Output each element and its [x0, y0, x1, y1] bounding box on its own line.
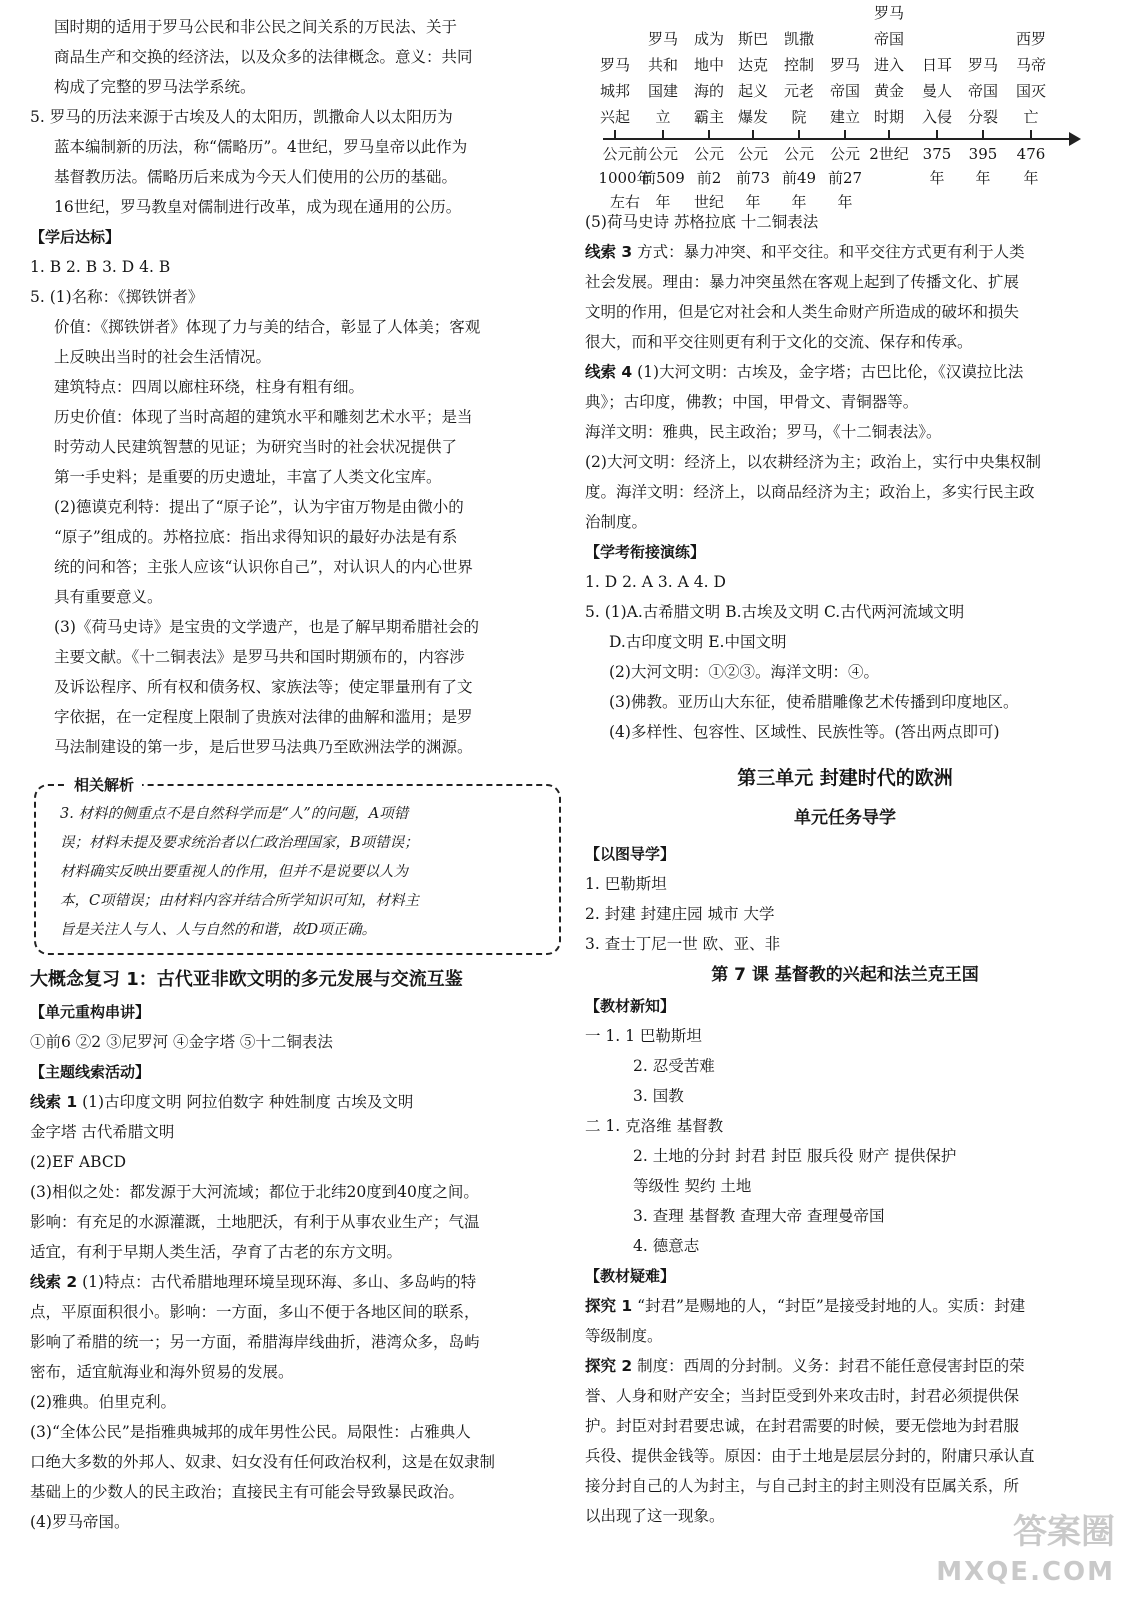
answer-line: 具有重要意义。: [54, 588, 163, 606]
explore-line: 誉、人身和财产安全；当封臣受到外来攻击时，封君必须提供保: [585, 1387, 1020, 1405]
timeline-arrow-icon: [1069, 132, 1081, 146]
intro-line: 国时期的适用于罗马公民和非公民之间关系的万民法、关于: [54, 18, 458, 36]
new-line: 4. 德意志: [633, 1237, 700, 1255]
timeline-date: 公元前 1000年 左右: [598, 145, 652, 211]
analysis-box-label: 相关解析: [66, 772, 142, 798]
answer-line: (3)《荷马史诗》是宝贵的文学遗产，也是了解早期希腊社会的: [54, 618, 479, 636]
clue-line: (2)雅典。伯里克利。: [30, 1393, 176, 1411]
explore-label: 探究 1: [585, 1297, 633, 1315]
new-line: 3. 国教: [633, 1087, 684, 1105]
section-heading: 【学后达标】: [30, 228, 121, 246]
section-heading: 【学考衔接演练】: [585, 543, 706, 561]
exam-line: (3)佛教。亚历山大东征，使希腊雕像艺术传播到印度地区。: [609, 693, 1019, 711]
clue-line: (2)EF ABCD: [30, 1153, 127, 1171]
timeline-tick: [614, 130, 616, 139]
pic-line: 2. 封建 封建庄园 城市 大学: [585, 905, 775, 923]
timeline-tick: [936, 130, 938, 139]
review-title: 大概念复习 1：古代亚非欧文明的多元发展与交流互鉴: [30, 969, 463, 990]
timeline-tick: [708, 130, 710, 139]
intro-line: 商品生产和交换的经济法，以及众多的法律概念。意义：共同: [54, 48, 473, 66]
explore-line: 接分封自己的人为封主，与自己封主的封主则没有臣属关系，所: [585, 1477, 1020, 1495]
explore-line: 以出现了这一现象。: [585, 1507, 725, 1525]
answer-line: 及诉讼程序、所有权和债务权、家族法等；使定罪量刑有了文: [54, 678, 473, 696]
clue-line: 影响了希腊的统一；另一方面，希腊海岸线曲折，港湾众多，岛屿: [30, 1333, 480, 1351]
watermark-logo-text: 答案圈: [1013, 1512, 1115, 1552]
timeline-event: 成为 地中 海的 霸主: [693, 30, 724, 126]
clue-line: 度。海洋文明：经济上，以商品经济为主；政治上，多实行民主政: [585, 483, 1035, 501]
clue-line: 线索 4 (1)大河文明：古埃及，金字塔；古巴比伦，《汉谟拉比法: [585, 363, 1024, 381]
item5-line: 5. 罗马的历法来源于古埃及人的太阳历，凯撒命人以太阳历为: [30, 108, 453, 126]
answer-line: 第一手史料；是重要的历史遗址，丰富了人类文化宝库。: [54, 468, 442, 486]
clue-label: 线索 3: [585, 243, 633, 261]
answer-line: 价值：《掷铁饼者》体现了力与美的结合，彰显了人体美；客观: [54, 318, 481, 336]
answer-line: (2)德谟克利特：提出了“原子论”，认为宇宙万物是由微小的: [54, 498, 464, 516]
analysis-line: 3. 材料的侧重点不是自然科学而是“人”的问题，A项错: [60, 806, 409, 822]
clue-line: 典》；古印度，佛教；中国，甲骨文、青铜器等。: [585, 393, 919, 411]
exam-line: 5. (1)A.古希腊文明 B.古埃及文明 C.古代两河流域文明: [585, 603, 965, 621]
explore-line: 探究 1 “封君”是赐地的人，“封臣”是接受封地的人。实质：封建: [585, 1297, 1026, 1315]
clue-line: 线索 3 方式：暴力冲突、和平交往。和平交往方式更有利于人类: [585, 243, 1025, 261]
pic-line: 1. 巴勒斯坦: [585, 875, 667, 893]
clue-line: (4)罗马帝国。: [30, 1513, 130, 1531]
new-line: 二 1. 克洛维 基督教: [585, 1117, 724, 1135]
clue-line: (2)大河文明：经济上，以农耕经济为主；政治上，实行中央集权制: [585, 453, 1041, 471]
clue-label: 线索 1: [30, 1093, 78, 1111]
left-column: [30, 12, 565, 1537]
lesson-title: 第 7 课 基督教的兴起和法兰克王国: [711, 965, 979, 985]
timeline-tick: [752, 130, 754, 139]
item5-line: 蓝本编制新的历法，称“儒略历”。4世纪，罗马皇帝以此作为: [54, 138, 468, 156]
clue-line: 口绝大多数的外邦人、奴隶、妇女没有任何政治权利，这是在奴隶制: [30, 1453, 496, 1471]
analysis-line: 本，C项错误；由材料内容并结合所学知识可知，材料主: [60, 893, 420, 909]
timeline-event: 斯巴 达克 起义 爆发: [737, 30, 768, 126]
timeline-date: 公元 前73 年: [735, 145, 771, 211]
timeline-date: 公元 前2 世纪: [693, 145, 724, 211]
clue-line: 文明的作用，但是它对社会和人类生命财产所造成的破坏和损失: [585, 303, 1020, 321]
watermark-url: MXQE.COM: [936, 1557, 1115, 1587]
unit-subtitle: 单元任务导学: [794, 808, 896, 828]
timeline-tick: [798, 130, 800, 139]
answer-line: “原子”组成的。苏格拉底：指出求得知识的最好办法是有系: [54, 528, 458, 546]
new-line: 2. 土地的分封 封君 封臣 服兵役 财产 提供保护: [633, 1147, 957, 1165]
exam-line: D.古印度文明 E.中国文明: [609, 633, 787, 651]
answer-line: 统的问和答；主张人应该“认识你自己”，对认识人的内心世界: [54, 558, 473, 576]
timeline-tick: [888, 130, 890, 139]
explore-line: 等级制度。: [585, 1327, 663, 1345]
new-line: 3. 查理 基督教 查理大帝 查理曼帝国: [633, 1207, 885, 1225]
answer-line: 主要文献。《十二铜表法》是罗马共和国时期颁布的，内容涉: [54, 648, 465, 666]
clue-line: (3)“全体公民”是指雅典城邦的成年男性公民。局限性：占雅典人: [30, 1423, 471, 1441]
clue-line: 点，平原面积很小。影响：一方面，多山不便于各地区间的联系，: [30, 1303, 480, 1321]
section-heading: 【单元重构串讲】: [30, 1003, 151, 1021]
analysis-line: 旨是关注人与人、人与自然的和谐，故D项正确。: [60, 922, 377, 938]
timeline-date: 476 年: [1016, 145, 1046, 187]
answer-line: 建筑特点：四周以廊柱环绕，柱身有粗有细。: [54, 378, 365, 396]
explore-line: 护。封臣对封君要忠诚，在封君需要的时候，要无偿地为封君服: [585, 1417, 1020, 1435]
clue-line: (3)相似之处：都发源于大河流域；都位于北纬20度到40度之间。: [30, 1183, 479, 1201]
timeline-tick: [982, 130, 984, 139]
clue-line: 治制度。: [585, 513, 648, 531]
clue-line: 基础上的少数人的民主政治；直接民主有可能会导致暴民政治。: [30, 1483, 465, 1501]
timeline-tick: [662, 130, 664, 139]
new-line: 一 1. 1 巴勒斯坦: [585, 1027, 702, 1045]
clue-line: 金字塔 古代希腊文明: [30, 1123, 175, 1141]
unit-answers: ①前6 ②2 ③尼罗河 ④金字塔 ⑤十二铜表法: [30, 1033, 333, 1051]
new-line: 等级性 契约 土地: [633, 1177, 752, 1195]
new-line: 2. 忍受苦难: [633, 1057, 715, 1075]
item5-line: 基督教历法。儒略历后来成为今天人们使用的公历的基础。: [54, 168, 458, 186]
item5-line: 16世纪，罗马教皇对儒制进行改革，成为现在通用的公历。: [54, 198, 462, 216]
explore-label: 探究 2: [585, 1357, 633, 1375]
section-heading: 【以图导学】: [585, 845, 676, 863]
clue-label: 线索 2: [30, 1273, 78, 1291]
analysis-box: [34, 776, 561, 955]
clue-line: 海洋文明：雅典，民主政治；罗马，《十二铜表法》。: [585, 423, 942, 441]
timeline-date: 公元 前27 年: [827, 145, 863, 211]
timeline-date: 375 年: [922, 145, 952, 187]
clue-line: 社会发展。理由：暴力冲突虽然在客观上起到了传播文化、扩展: [585, 273, 1020, 291]
watermark: [936, 1512, 1115, 1592]
analysis-line: 材料确实反映出要重视人的作用，但并不是说要以人为: [60, 864, 408, 880]
answer-line: 上反映出当时的社会生活情况。: [54, 348, 272, 366]
clue-line: 很大，而和平交往则更有利于文化的交流、保存和传承。: [585, 333, 973, 351]
timeline-event: 罗马 城邦 兴起: [599, 56, 630, 126]
section-heading: 【教材新知】: [585, 997, 676, 1015]
clue-line: 适宜，有利于早期人类生活，孕育了古老的东方文明。: [30, 1243, 403, 1261]
timeline-event: 日耳 曼人 入侵: [921, 56, 952, 126]
clue-line: 线索 2 (1)特点：古代希腊地理环境呈现环海、多山、多岛屿的特: [30, 1273, 477, 1291]
timeline-event: 罗马 帝国 进入 黄金 时期: [873, 4, 904, 126]
timeline-tick: [1030, 130, 1032, 139]
question-line: 5. (1)名称：《掷铁饼者》: [30, 288, 204, 306]
section-heading: 【教材疑难】: [585, 1267, 676, 1285]
section-heading: 【主题线索活动】: [30, 1063, 151, 1081]
explore-line: 探究 2 制度：西周的分封制。义务：封君不能任意侵害封臣的荣: [585, 1357, 1025, 1375]
answer-line: 字依据，在一定程度上限制了贵族对法律的曲解和滥用；是罗: [54, 708, 473, 726]
timeline-event: 罗马 帝国 分裂: [967, 56, 998, 126]
right-column: [585, 2, 1105, 1531]
analysis-line: 误；材料未提及要求统治者以仁政治理国家，B项错误；: [60, 835, 419, 851]
clue-label: 线索 4: [585, 363, 633, 381]
timeline-date: 395 年: [968, 145, 998, 187]
timeline-date: 2世纪: [869, 145, 909, 163]
clue-line: 密布，适宜航海业和海外贸易的发展。: [30, 1363, 294, 1381]
answer-line: 马法制建设的第一步，是后世罗马法典乃至欧洲法学的渊源。: [54, 738, 473, 756]
timeline-date: 公元 前509 年: [641, 145, 685, 211]
answer-line: 时劳动人民建筑智慧的见证；为研究当时的社会状况提供了: [54, 438, 458, 456]
roman-timeline: [585, 2, 1105, 211]
answers-line: 1. D 2. A 3. A 4. D: [585, 573, 726, 591]
explore-line: 兵役、提供金钱等。原因：由于土地是层层分封的，附庸只承认直: [585, 1447, 1035, 1465]
timeline-date: 公元 前49 年: [781, 145, 817, 211]
exam-line: (2)大河文明：①②③。海洋文明：④。: [609, 663, 879, 681]
timeline-event: 凯撒 控制 元老 院: [783, 30, 814, 126]
timeline-event: 西罗 马帝 国灭 亡: [1015, 30, 1046, 126]
exam-line: (4)多样性、包容性、区域性、民族性等。(答出两点即可): [609, 723, 1000, 741]
clue-line: 影响：有充足的水源灌溉，土地肥沃，有利于从事农业生产；气温: [30, 1213, 480, 1231]
answers-line: 1. B 2. B 3. D 4. B: [30, 258, 171, 276]
timeline-event: 罗马 共和 国建 立: [647, 30, 678, 126]
clue-line: 线索 1 (1)古印度文明 阿拉伯数字 种姓制度 古埃及文明: [30, 1093, 414, 1111]
timeline-tick: [844, 130, 846, 139]
unit-title: 第三单元 封建时代的欧洲: [737, 767, 953, 789]
timeline-event: 罗马 帝国 建立: [829, 56, 860, 126]
timeline-axis: [603, 138, 1073, 140]
answer-line: 历史价值：体现了当时高超的建筑水平和雕刻艺术水平；是当: [54, 408, 473, 426]
pic-line: 3. 查士丁尼一世 欧、亚、非: [585, 935, 781, 953]
after-timeline-line: (5)荷马史诗 苏格拉底 十二铜表法: [585, 213, 819, 231]
intro-line: 构成了完整的罗马法学系统。: [54, 78, 256, 96]
